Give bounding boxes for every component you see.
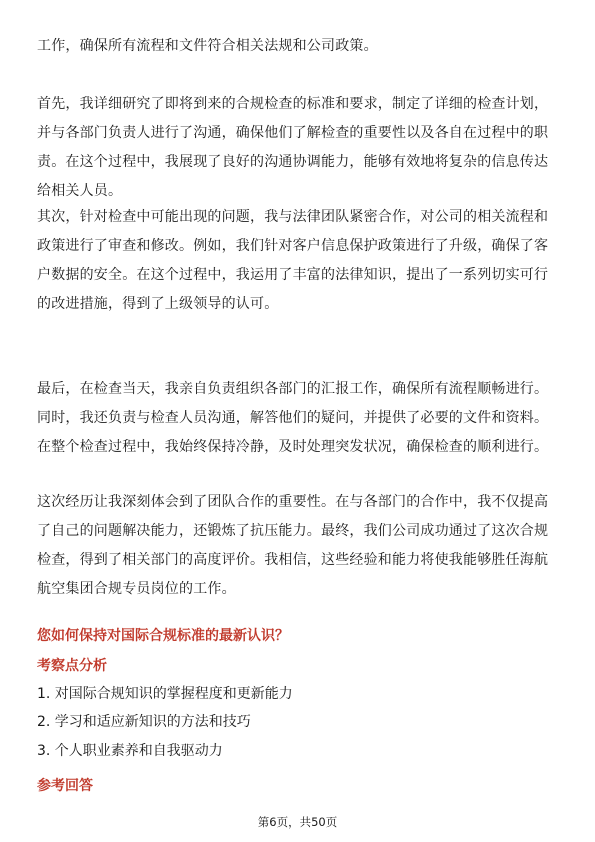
paragraph-third [37,375,562,462]
analysis-heading: 考察点分析 [37,658,107,674]
paragraph-first [37,90,562,206]
paragraph-second [37,203,562,319]
paragraph-line: 给相关人员。 [37,183,123,199]
page-number-footer: 第6页，共50页 [257,815,338,829]
paragraph-line: 其次，针对检查中可能出现的问题，我与法律团队紧密合作，对公司的相关流程和 [37,209,549,225]
paragraph-line: 工作，确保所有流程和文件符合相关法规和公司政策。 [37,38,378,54]
paragraph-line: 最后，在检查当天，我亲自负责组织各部门的汇报工作，确保所有流程顺畅进行。 [37,381,549,397]
paragraph-line: 政策进行了审查和修改。例如，我们针对客户信息保护政策进行了升级，确保了客 [37,238,549,254]
analysis-item: 3. 个人职业素养和自我驱动力 [37,743,223,759]
paragraph-line: 的改进措施，得到了上级领导的认可。 [37,296,279,312]
paragraph-line: 了自己的问题解决能力，还锻炼了抗压能力。最终，我们公司成功通过了这次合规 [37,523,549,539]
answer-heading: 参考回答 [37,778,93,794]
paragraph-conclusion [37,488,562,604]
paragraph-line: 这次经历让我深刻体会到了团队合作的重要性。在与各部门的合作中，我不仅提高 [37,494,549,510]
paragraph-intro-continuation [37,32,562,61]
paragraph-line: 航空集团合规专员岗位的工作。 [37,581,236,597]
paragraph-line: 同时，我还负责与检查人员沟通，解答他们的疑问，并提供了必要的文件和资料。 [37,410,549,426]
question-heading: 您如何保持对国际合规标准的最新认识？ [37,628,289,644]
analysis-item: 1. 对国际合规知识的掌握程度和更新能力 [37,686,293,702]
paragraph-line: 责。在这个过程中，我展现了良好的沟通协调能力，能够有效地将复杂的信息传达 [37,154,549,170]
paragraph-line: 首先，我详细研究了即将到来的合规检查的标准和要求，制定了详细的检查计划， [37,96,549,112]
paragraph-line: 在整个检查过程中，我始终保持冷静，及时处理突发状况，确保检查的顺利进行。 [37,439,549,455]
analysis-item: 2. 学习和适应新知识的方法和技巧 [37,714,251,730]
paragraph-line: 并与各部门负责人进行了沟通，确保他们了解检查的重要性以及各自在过程中的职 [37,125,549,141]
paragraph-line: 检查，得到了相关部门的高度评价。我相信，这些经验和能力将使我能够胜任海航 [37,552,549,568]
paragraph-line: 户数据的安全。在这个过程中，我运用了丰富的法律知识，提出了一系列切实可行 [37,267,549,283]
